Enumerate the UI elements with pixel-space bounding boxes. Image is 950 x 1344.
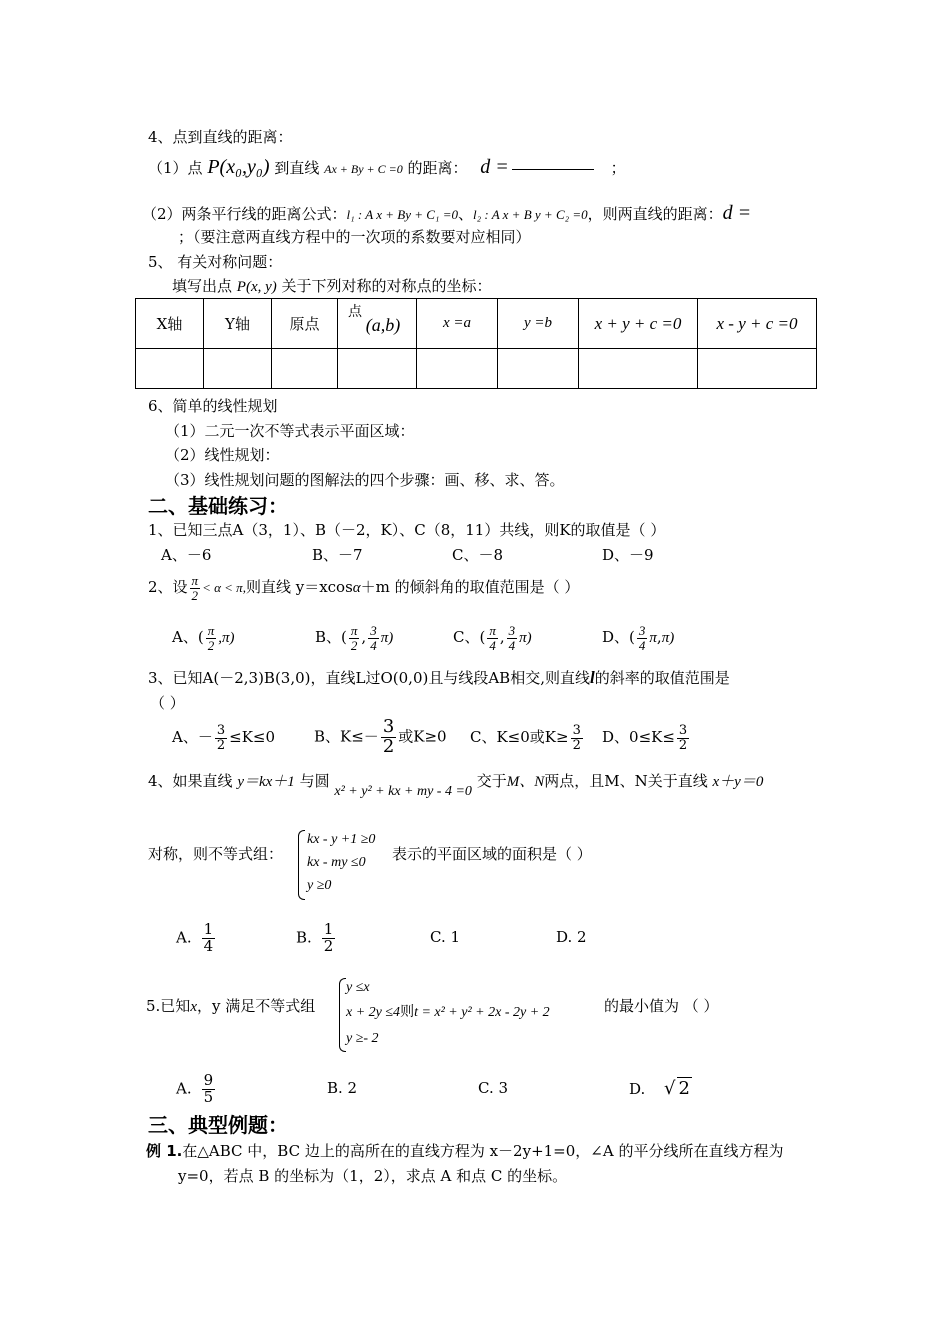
sec6-title: 6、简单的线性规划 (148, 397, 278, 415)
fraction (206, 624, 217, 652)
symmetry-line: x＋y＝0 (712, 774, 764, 790)
alpha: α (352, 580, 361, 597)
answer-cell[interactable] (417, 349, 498, 389)
q4-stem-3: 表示的平面区域的面积是（ ） (392, 845, 592, 863)
text: B、( (315, 628, 347, 647)
distance-symbol: d = (480, 156, 509, 178)
example-1 (146, 1142, 783, 1160)
q2-option-c (453, 624, 532, 652)
sec5-intro (172, 277, 492, 296)
q1-option-a: A、－6 (161, 546, 212, 564)
q5-option-a (176, 1073, 217, 1106)
text: ，y 满足不等式组 (196, 997, 316, 1015)
sec6-item: （3）线性规划问题的图解法的四个步骤：画、移、求、答。 (165, 471, 565, 489)
numerator: 3 (382, 716, 395, 737)
numerator: 3 (216, 723, 226, 738)
q3-stem (148, 668, 730, 688)
q1-option-d: D、－9 (602, 546, 654, 564)
text: B. (296, 928, 312, 947)
text: A. (176, 928, 192, 947)
condition: < α < π, (202, 580, 246, 596)
text: 、 (457, 205, 473, 223)
q4-ineq-3: y ≥0 (307, 878, 332, 893)
text: C、( (453, 628, 486, 647)
answer-blank (512, 169, 594, 170)
point-formula: P(x₀,y₀) (207, 156, 270, 178)
fraction (677, 724, 689, 752)
numerator: 3 (638, 623, 646, 638)
numerator: π (489, 623, 496, 638)
sec4-note: ；（要注意两直线方程中的一次项的系数要对应相同） (178, 228, 531, 246)
q3-option-c (470, 724, 585, 752)
q5-option-c: C. 3 (478, 1079, 509, 1097)
symmetry-table (135, 298, 817, 389)
denominator: 2 (216, 737, 226, 753)
q3-option-d (602, 724, 691, 752)
sec4-p1 (148, 155, 626, 179)
text: D、0≤K≤ (602, 728, 675, 747)
q5-option-b: B. 2 (327, 1079, 358, 1097)
text: 填写出点 (172, 277, 233, 295)
header-point (338, 299, 417, 349)
text: A、( (172, 628, 204, 647)
q5-ineq-2 (346, 1005, 550, 1022)
text: 则 (400, 1005, 415, 1020)
comma: , (656, 628, 662, 647)
q5-ineq-3: y ≥- 2 (346, 1031, 379, 1046)
sec6-item: （2）线性规划： (165, 446, 280, 464)
denominator: 4 (508, 637, 516, 653)
text: （2）两条平行线的距离公式： (142, 205, 347, 223)
text: ＋m 的倾斜角的取值范围是（ ） (360, 578, 580, 597)
fraction (349, 624, 360, 652)
example-label: 例 1. (146, 1142, 183, 1160)
denominator: 2 (191, 587, 199, 603)
denominator: 2 (350, 637, 358, 653)
fraction (368, 624, 379, 652)
text: A、－ (172, 728, 213, 747)
numerator: 3 (678, 723, 688, 738)
text: ，则两直线的距离： (587, 205, 723, 223)
header-x-eq-a: x =a (417, 299, 498, 349)
q4-stem (148, 772, 764, 799)
header-line-minus: x - y + c =0 (698, 299, 817, 349)
close: π) (661, 630, 675, 647)
text: A. (176, 1079, 192, 1098)
inequality-brace (339, 978, 346, 1052)
example-1-line2: y=0，若点 B 的坐标为（1，2），求点 A 和点 C 的坐标。 (178, 1167, 568, 1185)
text: 的斜率的取值范围是 (594, 669, 730, 687)
radical-sign: √ (664, 1078, 676, 1099)
header-x-axis: X轴 (136, 299, 204, 349)
line-formula: Ax + By + C =0 (324, 162, 403, 176)
header-y-axis: Y轴 (204, 299, 272, 349)
q2-option-a (172, 624, 234, 652)
denominator: 5 (203, 1087, 214, 1106)
answer-cell[interactable] (338, 349, 417, 389)
numerator: 3 (508, 623, 516, 638)
numerator: π (207, 623, 215, 638)
pi-over-2 (190, 574, 201, 602)
denominator: 4 (203, 936, 214, 955)
point-ab: (a,b) (365, 315, 401, 335)
denominator: 4 (638, 637, 646, 653)
inequality-brace (298, 830, 305, 900)
line2-formula: l₂ : A x + B y + C₂ =0 (472, 207, 588, 222)
text: D. (629, 1080, 646, 1098)
comma: , (361, 628, 367, 647)
text: 点 (348, 304, 362, 320)
q4-option-d: D. 2 (556, 928, 587, 946)
fraction (202, 922, 216, 955)
text: 2、设 (148, 578, 188, 597)
answer-cell[interactable] (579, 349, 698, 389)
q4-ineq-1: kx - y +1 ≥0 (307, 832, 376, 847)
table-header-row (136, 299, 817, 349)
q1-option-c: C、－8 (452, 546, 504, 564)
fraction (322, 922, 336, 955)
text: 与圆 (299, 772, 330, 790)
denominator: 2 (382, 735, 395, 757)
sec5-title: 5、 有关对称问题： (148, 253, 283, 271)
numerator: π (350, 623, 358, 638)
q4-stem-2: 对称，则不等式组： (148, 845, 284, 863)
numerator: 3 (572, 723, 581, 738)
answer-cell[interactable] (698, 349, 817, 389)
circle-formula: x² + y² + kx + my - 4 =0 (334, 784, 472, 799)
text: 或K≥0 (398, 727, 447, 746)
text: 5.已知 (146, 997, 191, 1015)
fraction (215, 724, 227, 752)
text: 交于 (476, 772, 507, 790)
numerator: 3 (370, 623, 377, 638)
q5-stem-2: 的最小值为 （ ） (604, 997, 719, 1015)
q4-ineq-2: kx - my ≤0 (307, 855, 366, 870)
text: D、( (602, 628, 635, 647)
text: 两点，且M、N关于直线 (544, 772, 708, 790)
header-origin: 原点 (272, 299, 338, 349)
point-formula: P(x, y) (236, 279, 277, 295)
text: （1）点 (148, 159, 203, 177)
numerator: 1 (203, 920, 214, 938)
var-x: x (190, 999, 197, 1015)
q4-option-c: C. 1 (430, 928, 461, 946)
fraction (202, 1073, 216, 1106)
q3-option-b (314, 718, 447, 757)
fraction (637, 624, 648, 652)
answer-cell[interactable] (136, 349, 204, 389)
sec4-p2 (142, 201, 751, 225)
text: 在△ABC 中，BC 边上的高所在的直线方程为 x－2y+1=0，∠A 的平分线所在直线方程为 (182, 1142, 784, 1160)
denominator: 2 (323, 936, 334, 955)
distance-symbol: d = (722, 202, 752, 224)
numerator: 9 (203, 1071, 214, 1089)
points-mn: M、N (506, 774, 545, 790)
objective-formula: t = x² + y² + 2x - 2y + 2 (414, 1005, 550, 1020)
q1-option-b: B、－7 (312, 546, 363, 564)
fraction (507, 624, 518, 652)
q1-text: 1、已知三点A（3，1）、B（－2，K）、C（8，11）共线，则K的取值是（ ） (148, 521, 666, 539)
text: 关于下列对称的对称点的坐标： (281, 277, 492, 295)
denominator: 4 (370, 637, 377, 653)
denominator: 2 (572, 737, 581, 753)
close: π) (221, 630, 235, 647)
denominator: 2 (678, 737, 688, 753)
close: π) (519, 630, 532, 647)
text: 4、如果直线 (148, 772, 233, 790)
text: C、K≤0或K≥ (470, 728, 569, 747)
denominator: 2 (207, 637, 215, 653)
sec6-item: （1）二元一次不等式表示平面区域： (165, 422, 415, 440)
fraction (381, 718, 396, 757)
table-answer-row (136, 349, 817, 389)
q3-paren: （ ） (150, 694, 185, 712)
comma: , (499, 628, 505, 647)
line-l: l (589, 668, 595, 687)
close: π) (380, 630, 394, 647)
comma: , (218, 630, 222, 647)
text: 的距离： (407, 159, 468, 177)
q5-ineq-1: y ≤x (346, 980, 370, 995)
text: B、K≤－ (314, 727, 379, 746)
line1-formula: l₁ : A x + By + C₁ =0 (346, 207, 458, 222)
q2-option-b (315, 624, 393, 652)
pi: π (649, 630, 657, 647)
text: 则直线 y＝xcos (245, 578, 353, 597)
numerator: 1 (323, 920, 334, 938)
part2-heading: 二、基础练习： (148, 494, 288, 518)
radicand: 2 (678, 1078, 690, 1099)
q3-option-a (172, 724, 275, 752)
header-line-plus: x + y + c =0 (579, 299, 698, 349)
q2-option-d (602, 624, 674, 652)
q5-option-d (629, 1077, 692, 1100)
answer-cell[interactable] (498, 349, 579, 389)
header-y-eq-b: y =b (498, 299, 579, 349)
q5-stem (146, 997, 315, 1016)
text: 3、已知A(－2,3)B(3,0)，直线L过O(0,0)且与线段AB相交,则直线 (148, 669, 590, 687)
line-formula: y＝kx＋1 (237, 774, 295, 790)
q4-option-b (296, 922, 337, 955)
denominator: 4 (489, 637, 496, 653)
answer-cell[interactable] (204, 349, 272, 389)
numerator: π (191, 573, 199, 588)
text: ； (610, 159, 626, 177)
text: 到直线 (274, 159, 320, 177)
part3-heading: 三、典型例题： (148, 1113, 288, 1137)
answer-cell[interactable] (272, 349, 338, 389)
text: ≤K≤0 (229, 728, 276, 747)
text: x + 2y ≤4 (346, 1005, 401, 1020)
q2-stem (148, 574, 579, 602)
q4-option-a (176, 922, 217, 955)
sec4-title: 4、点到直线的距离： (148, 128, 293, 146)
fraction (571, 724, 583, 752)
fraction (487, 624, 498, 652)
